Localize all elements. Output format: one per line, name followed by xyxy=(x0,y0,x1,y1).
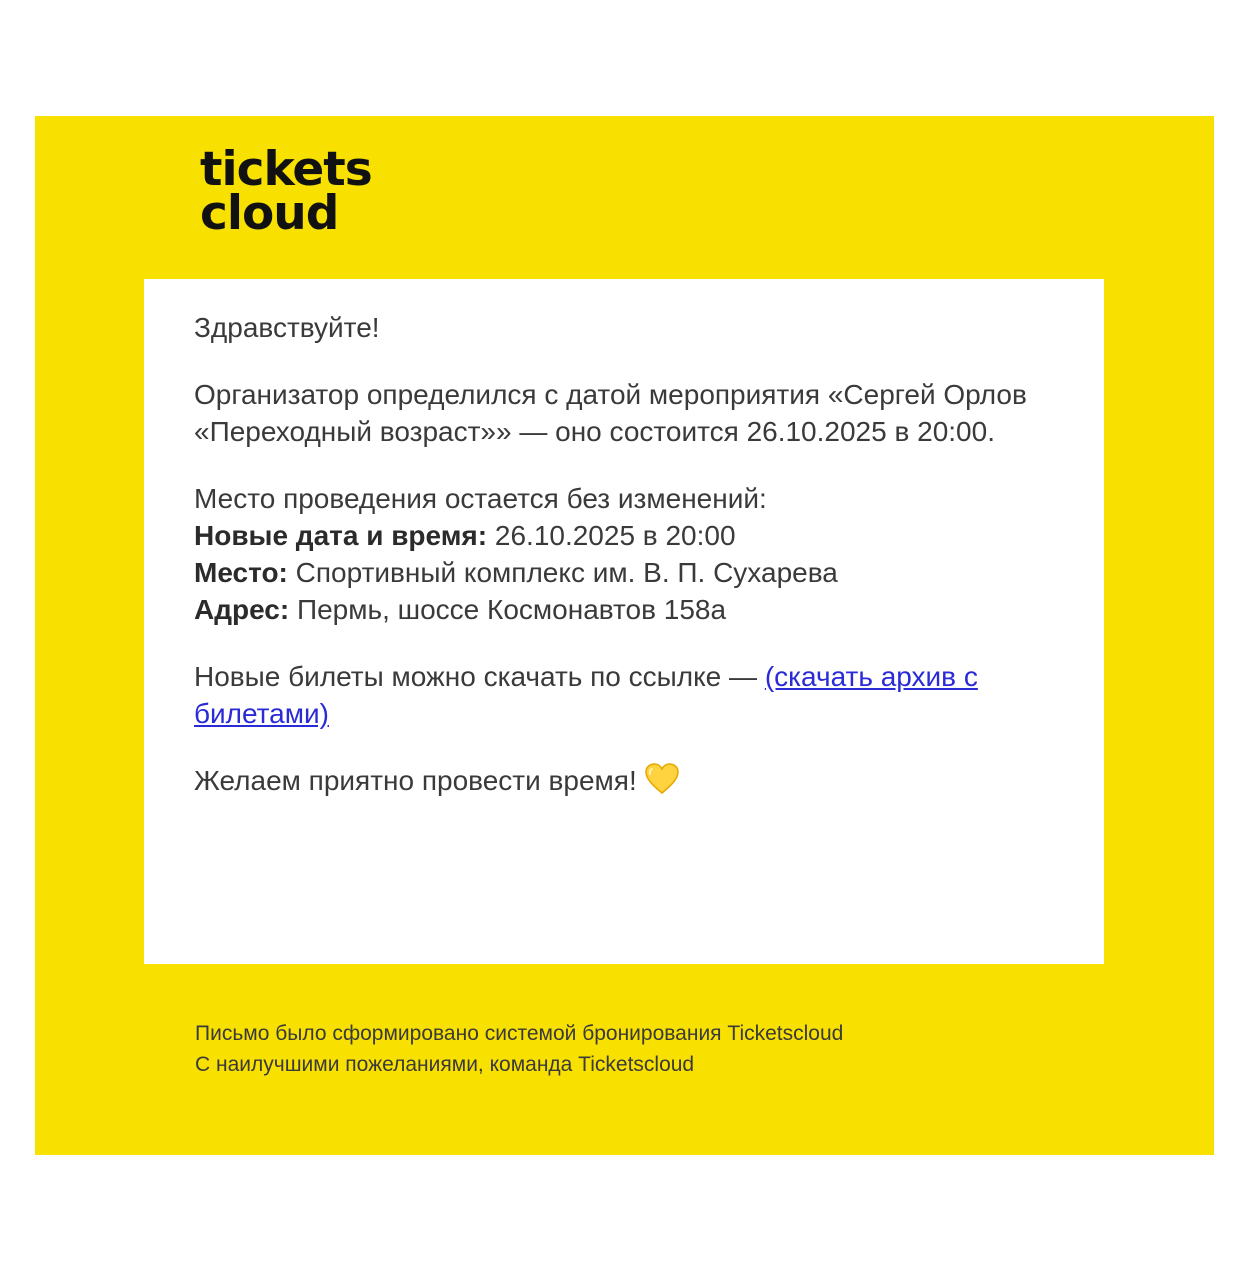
closing-text: Желаем приятно провести время! xyxy=(194,765,637,796)
date-label: Новые дата и время: xyxy=(194,520,488,551)
intro-paragraph: Организатор определился с датой мероприятия «Сергей Орлов «Переходный возраст»» — оно состоится 26.10.2025 в 20:00. xyxy=(194,379,1027,447)
footer-line-2: С наилучшими пожеланиями, команда Ticketscloud xyxy=(195,1053,695,1076)
venue-note: Место проведения остается без изменений: xyxy=(194,483,767,514)
place-label: Место: xyxy=(194,557,288,588)
yellow-heart-icon xyxy=(645,763,679,795)
closing-paragraph xyxy=(194,762,1054,799)
date-value: 26.10.2025 в 20:00 xyxy=(487,520,736,551)
address-label: Адрес: xyxy=(194,594,290,625)
place-value: Спортивный комплекс им. В. П. Сухарева xyxy=(287,557,838,588)
ticketscloud-logo[interactable] xyxy=(200,142,372,241)
download-tickets-link[interactable]: (скачать архив с билетами) xyxy=(194,661,978,729)
logo-line-1: tickets xyxy=(200,142,372,197)
message-body xyxy=(194,309,1054,829)
email-frame xyxy=(35,116,1214,1155)
email-footer xyxy=(195,1018,843,1080)
venue-details xyxy=(194,480,1054,628)
tickets-paragraph xyxy=(194,658,1054,732)
logo-line-2: cloud xyxy=(200,186,339,241)
footer-line-1: Письмо было сформировано системой бронирования Ticketscloud xyxy=(195,1022,844,1045)
message-card xyxy=(144,279,1104,964)
greeting: Здравствуйте! xyxy=(194,312,380,343)
tickets-text: Новые билеты можно скачать по ссылке — xyxy=(194,661,765,692)
address-value: Пермь, шоссе Космонавтов 158а xyxy=(289,594,727,625)
